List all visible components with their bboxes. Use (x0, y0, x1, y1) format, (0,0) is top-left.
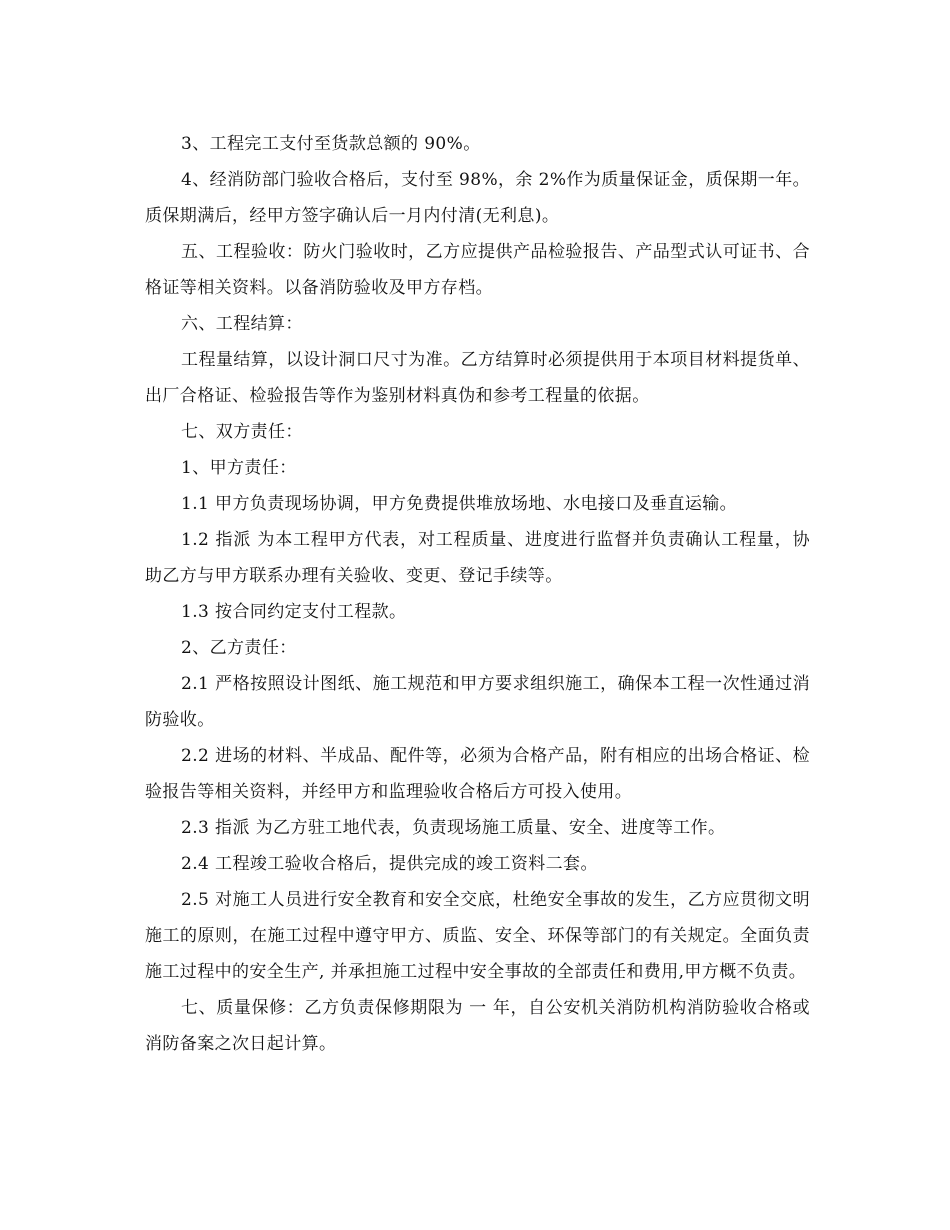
paragraph-payment-fire-acceptance: 4、经消防部门验收合格后，支付至 98%，余 2%作为质量保证金，质保期一年。质保期满后，经甲方签字确认后一月内付清(无利息)。 (145, 170, 810, 226)
clause-2-1: 2.1 严格按照设计图纸、施工规范和甲方要求组织施工，确保本工程一次性通过消防验收。 (145, 674, 810, 730)
clause-1-2: 1.2 指派 为本工程甲方代表，对工程质量、进度进行监督并负责确认工程量，协助乙方与甲方联系办理有关验收、变更、登记手续等。 (145, 530, 810, 586)
subheading-party-a: 1、甲方责任： (181, 458, 297, 478)
document-body (145, 126, 810, 1062)
clause-2-2: 2.2 进场的材料、半成品、配件等，必须为合格产品，附有相应的出场合格证、检验报告等相关资料，并经甲方和监理验收合格后方可投入使用。 (145, 746, 810, 802)
paragraph-settlement: 工程量结算，以设计洞口尺寸为准。乙方结算时必须提供用于本项目材料提货单、出厂合格证、检验报告等作为鉴别材料真伪和参考工程量的依据。 (145, 350, 810, 406)
paragraph-engineering-acceptance: 五、工程验收：防火门验收时，乙方应提供产品检验报告、产品型式认可证书、合格证等相关资料。以备消防验收及甲方存档。 (145, 242, 810, 298)
subheading-party-b: 2、乙方责任： (181, 638, 297, 658)
clause-1-3: 1.3 按合同约定支付工程款。 (181, 602, 407, 622)
section-heading-settlement: 六、工程结算： (181, 314, 303, 334)
clause-2-4: 2.4 工程竣工验收合格后，提供完成的竣工资料二套。 (181, 854, 598, 874)
paragraph-warranty: 七、质量保修：乙方负责保修期限为 一 年，自公安机关消防机构消防验收合格或消防备案之次日起计算。 (145, 998, 810, 1054)
clause-2-5: 2.5 对施工人员进行安全教育和安全交底，杜绝安全事故的发生，乙方应贯彻文明施工的原则，在施工过程中遵守甲方、质监、安全、环保等部门的有关规定。全面负责施工过程中的安全生产, 并承担施工过程中安全事故的全部责任和费用,甲方概不负责。 (145, 890, 810, 982)
paragraph-payment-completion: 3、工程完工支付至货款总额的 90%。 (181, 134, 481, 154)
clause-2-3: 2.3 指派 为乙方驻工地代表，负责现场施工质量、安全、进度等工作。 (181, 818, 726, 838)
section-heading-responsibilities: 七、双方责任： (181, 422, 303, 442)
clause-1-1: 1.1 甲方负责现场协调，甲方免费提供堆放场地、水电接口及垂直运输。 (181, 494, 738, 514)
